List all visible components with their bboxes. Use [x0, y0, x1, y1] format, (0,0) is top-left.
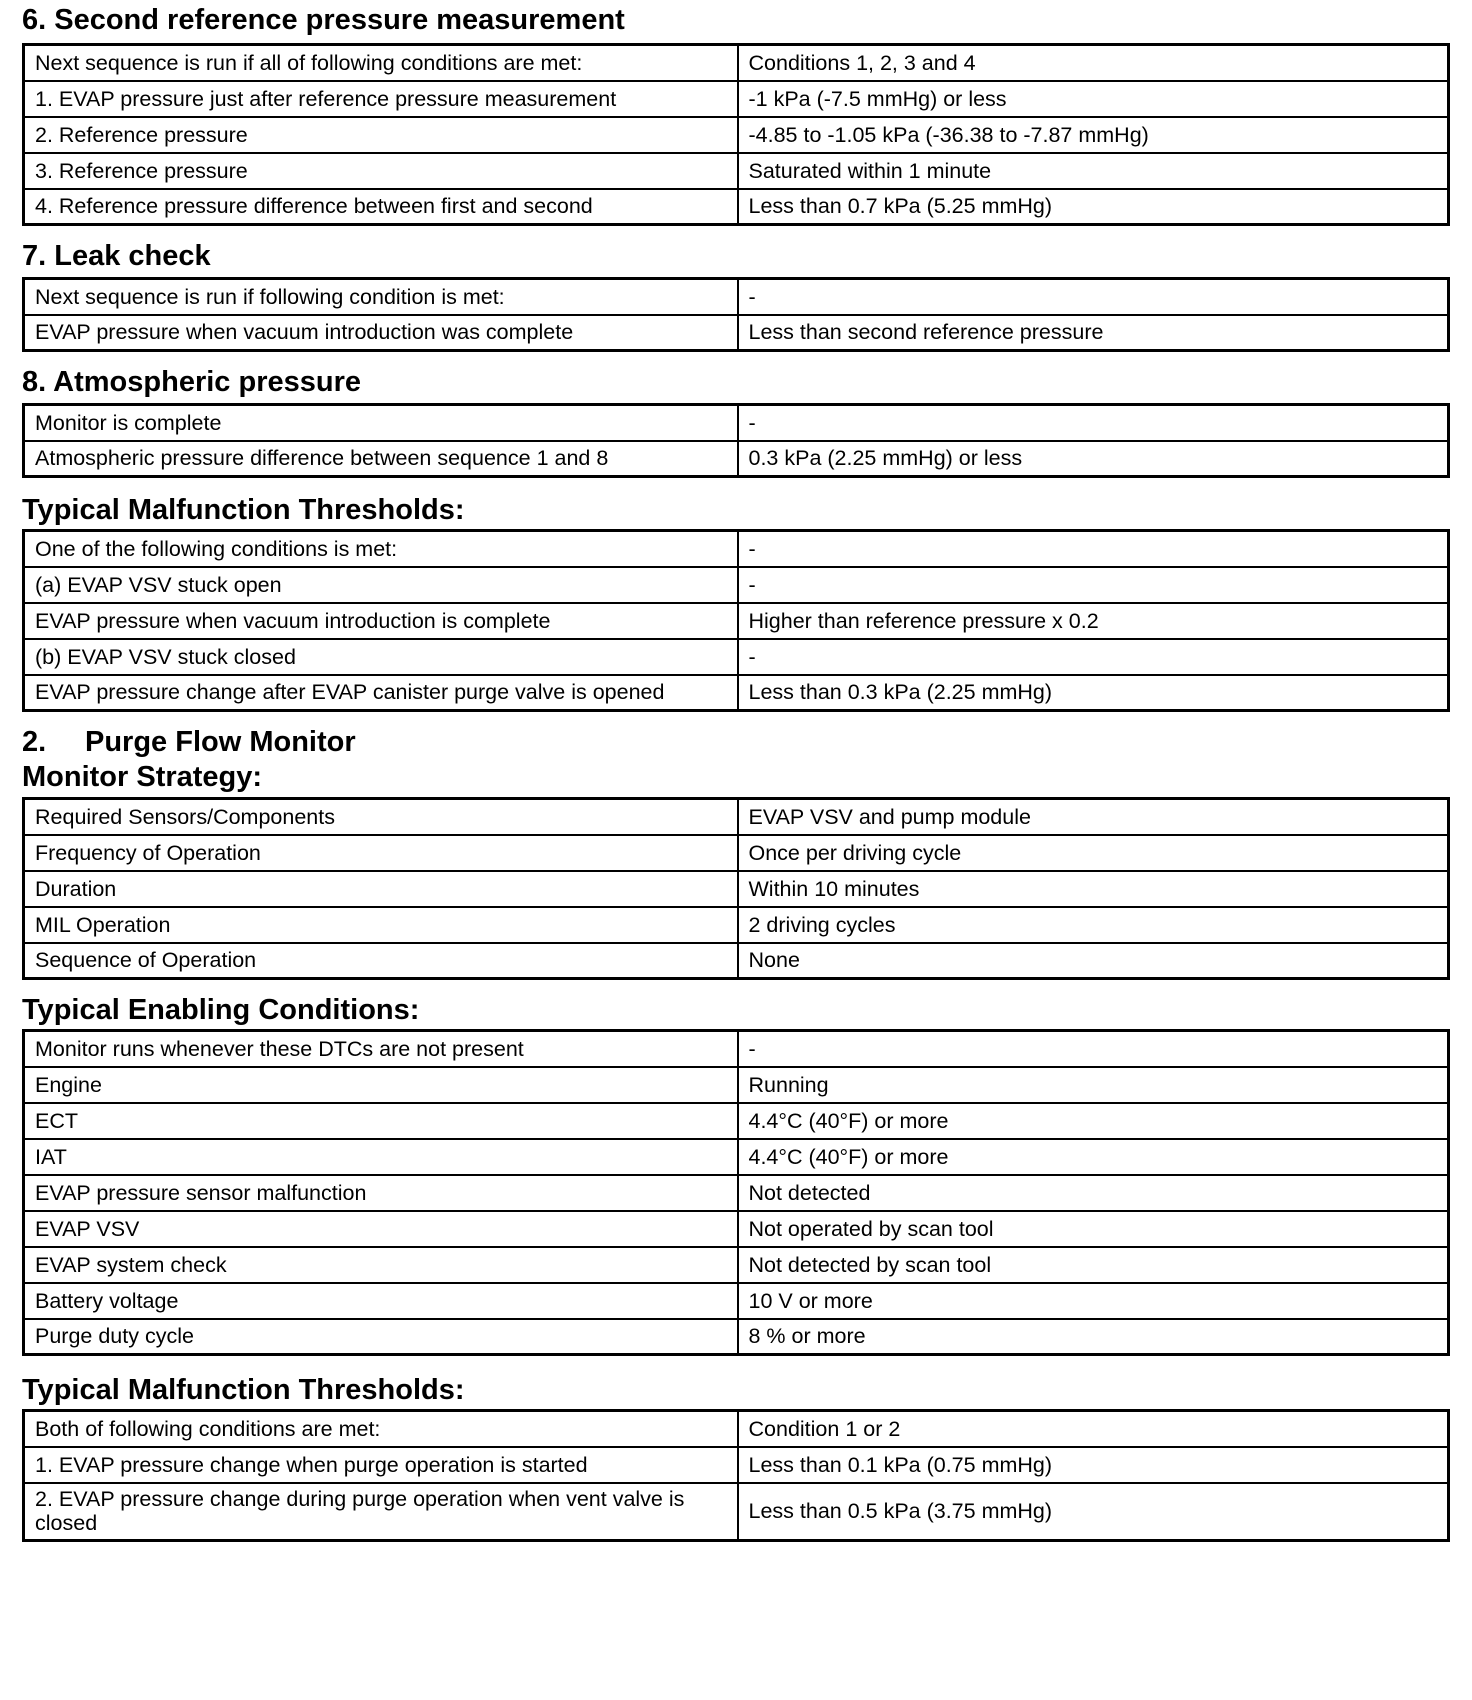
cell-label: Engine — [24, 1067, 738, 1103]
cell-value: 4.4°C (40°F) or more — [738, 1103, 1449, 1139]
table-row — [24, 279, 1449, 315]
table-row — [24, 189, 1449, 225]
cell-value: - — [738, 567, 1449, 603]
cell-value: Conditions 1, 2, 3 and 4 — [738, 45, 1449, 81]
table-row — [24, 1319, 1449, 1355]
cell-label: 3. Reference pressure — [24, 153, 738, 189]
cell-value: 8 % or more — [738, 1319, 1449, 1355]
cell-label: Required Sensors/Components — [24, 799, 738, 835]
cell-label: ECT — [24, 1103, 738, 1139]
cell-value: Within 10 minutes — [738, 871, 1449, 907]
cell-label: Atmospheric pressure difference between sequence 1 and 8 — [24, 441, 738, 477]
cell-value: - — [738, 1031, 1449, 1067]
cell-value: -4.85 to -1.05 kPa (-36.38 to -7.87 mmHg) — [738, 117, 1449, 153]
cell-label: Sequence of Operation — [24, 943, 738, 979]
table-row — [24, 1411, 1449, 1447]
conditions-table — [22, 277, 1450, 352]
cell-label: Battery voltage — [24, 1283, 738, 1319]
section-leak-check — [22, 238, 1451, 352]
section-enabling-conditions — [22, 992, 1451, 1356]
cell-value: Once per driving cycle — [738, 835, 1449, 871]
cell-label: EVAP VSV — [24, 1211, 738, 1247]
cell-value: - — [738, 531, 1449, 567]
table-row — [24, 531, 1449, 567]
section-heading: Purge Flow Monitor — [85, 726, 356, 758]
cell-value: Less than 0.5 kPa (3.75 mmHg) — [738, 1483, 1449, 1541]
section-second-reference-pressure — [22, 2, 1451, 226]
table-row — [24, 1283, 1449, 1319]
cell-value: Less than 0.3 kPa (2.25 mmHg) — [738, 675, 1449, 711]
section-heading: 8. Atmospheric pressure — [22, 366, 361, 398]
table-row — [24, 1067, 1449, 1103]
cell-value: - — [738, 279, 1449, 315]
cell-label: Monitor is complete — [24, 405, 738, 441]
section-heading: Typical Malfunction Thresholds: — [22, 494, 465, 526]
cell-label: Next sequence is run if all of following conditions are met: — [24, 45, 738, 81]
table-row — [24, 405, 1449, 441]
table-row — [24, 799, 1449, 835]
table-row — [24, 907, 1449, 943]
table-row — [24, 315, 1449, 351]
cell-label: Frequency of Operation — [24, 835, 738, 871]
cell-value: Running — [738, 1067, 1449, 1103]
cell-value: Not operated by scan tool — [738, 1211, 1449, 1247]
cell-label: One of the following conditions is met: — [24, 531, 738, 567]
table-row — [24, 153, 1449, 189]
cell-value: Less than 0.1 kPa (0.75 mmHg) — [738, 1447, 1449, 1483]
cell-label: 1. EVAP pressure just after reference pressure measurement — [24, 81, 738, 117]
cell-value: None — [738, 943, 1449, 979]
table-row — [24, 1031, 1449, 1067]
cell-value: Higher than reference pressure x 0.2 — [738, 603, 1449, 639]
table-row — [24, 1175, 1449, 1211]
section-heading: Typical Malfunction Thresholds: — [22, 1374, 465, 1406]
table-row — [24, 1247, 1449, 1283]
cell-value: Saturated within 1 minute — [738, 153, 1449, 189]
table-row — [24, 1447, 1449, 1483]
table-row — [24, 441, 1449, 477]
cell-label: Duration — [24, 871, 738, 907]
conditions-table — [22, 1409, 1450, 1542]
cell-label: Monitor runs whenever these DTCs are not present — [24, 1031, 738, 1067]
cell-value: -1 kPa (-7.5 mmHg) or less — [738, 81, 1449, 117]
table-row — [24, 835, 1449, 871]
cell-value: Not detected by scan tool — [738, 1247, 1449, 1283]
cell-label: (a) EVAP VSV stuck open — [24, 567, 738, 603]
cell-label: 4. Reference pressure difference between first and second — [24, 189, 738, 225]
table-row — [24, 639, 1449, 675]
section-purge-flow-monitor — [22, 724, 1451, 980]
table-row — [24, 1211, 1449, 1247]
subsection-heading: Monitor Strategy: — [22, 761, 263, 793]
section-number: 2. — [22, 726, 47, 758]
cell-label: EVAP pressure when vacuum introduction was complete — [24, 315, 738, 351]
cell-label: EVAP pressure when vacuum introduction is complete — [24, 603, 738, 639]
cell-value: - — [738, 639, 1449, 675]
section-malfunction-thresholds-purge — [22, 1372, 1451, 1542]
section-atmospheric-pressure — [22, 364, 1451, 478]
cell-value: EVAP VSV and pump module — [738, 799, 1449, 835]
table-row — [24, 1139, 1449, 1175]
cell-value: Less than second reference pressure — [738, 315, 1449, 351]
cell-label: EVAP system check — [24, 1247, 738, 1283]
section-heading: 6. Second reference pressure measurement — [22, 4, 625, 36]
table-row — [24, 1483, 1449, 1541]
cell-label: Purge duty cycle — [24, 1319, 738, 1355]
cell-value: Less than 0.7 kPa (5.25 mmHg) — [738, 189, 1449, 225]
enabling-conditions-table — [22, 1029, 1450, 1356]
cell-label: EVAP pressure change after EVAP canister purge valve is opened — [24, 675, 738, 711]
cell-value: 4.4°C (40°F) or more — [738, 1139, 1449, 1175]
cell-value: Condition 1 or 2 — [738, 1411, 1449, 1447]
cell-value: - — [738, 405, 1449, 441]
cell-label: 2. Reference pressure — [24, 117, 738, 153]
table-row — [24, 81, 1449, 117]
cell-value: 0.3 kPa (2.25 mmHg) or less — [738, 441, 1449, 477]
table-row — [24, 45, 1449, 81]
table-row — [24, 675, 1449, 711]
section-heading: 7. Leak check — [22, 240, 211, 272]
table-row — [24, 117, 1449, 153]
monitor-strategy-table — [22, 797, 1450, 980]
section-title — [22, 724, 1451, 760]
table-row — [24, 943, 1449, 979]
table-row — [24, 603, 1449, 639]
cell-label: IAT — [24, 1139, 738, 1175]
section-malfunction-thresholds — [22, 492, 1451, 712]
cell-label: 1. EVAP pressure change when purge operation is started — [24, 1447, 738, 1483]
conditions-table — [22, 43, 1450, 226]
cell-value: Not detected — [738, 1175, 1449, 1211]
cell-label: EVAP pressure sensor malfunction — [24, 1175, 738, 1211]
cell-label: 2. EVAP pressure change during purge operation when vent valve is closed — [24, 1483, 738, 1541]
conditions-table — [22, 529, 1450, 712]
section-heading: Typical Enabling Conditions: — [22, 994, 420, 1026]
table-row — [24, 567, 1449, 603]
cell-value: 10 V or more — [738, 1283, 1449, 1319]
cell-value: 2 driving cycles — [738, 907, 1449, 943]
document — [22, 0, 1451, 1536]
cell-label: MIL Operation — [24, 907, 738, 943]
cell-label: Next sequence is run if following condition is met: — [24, 279, 738, 315]
table-row — [24, 1103, 1449, 1139]
conditions-table — [22, 403, 1450, 478]
cell-label: (b) EVAP VSV stuck closed — [24, 639, 738, 675]
cell-label: Both of following conditions are met: — [24, 1411, 738, 1447]
table-row — [24, 871, 1449, 907]
